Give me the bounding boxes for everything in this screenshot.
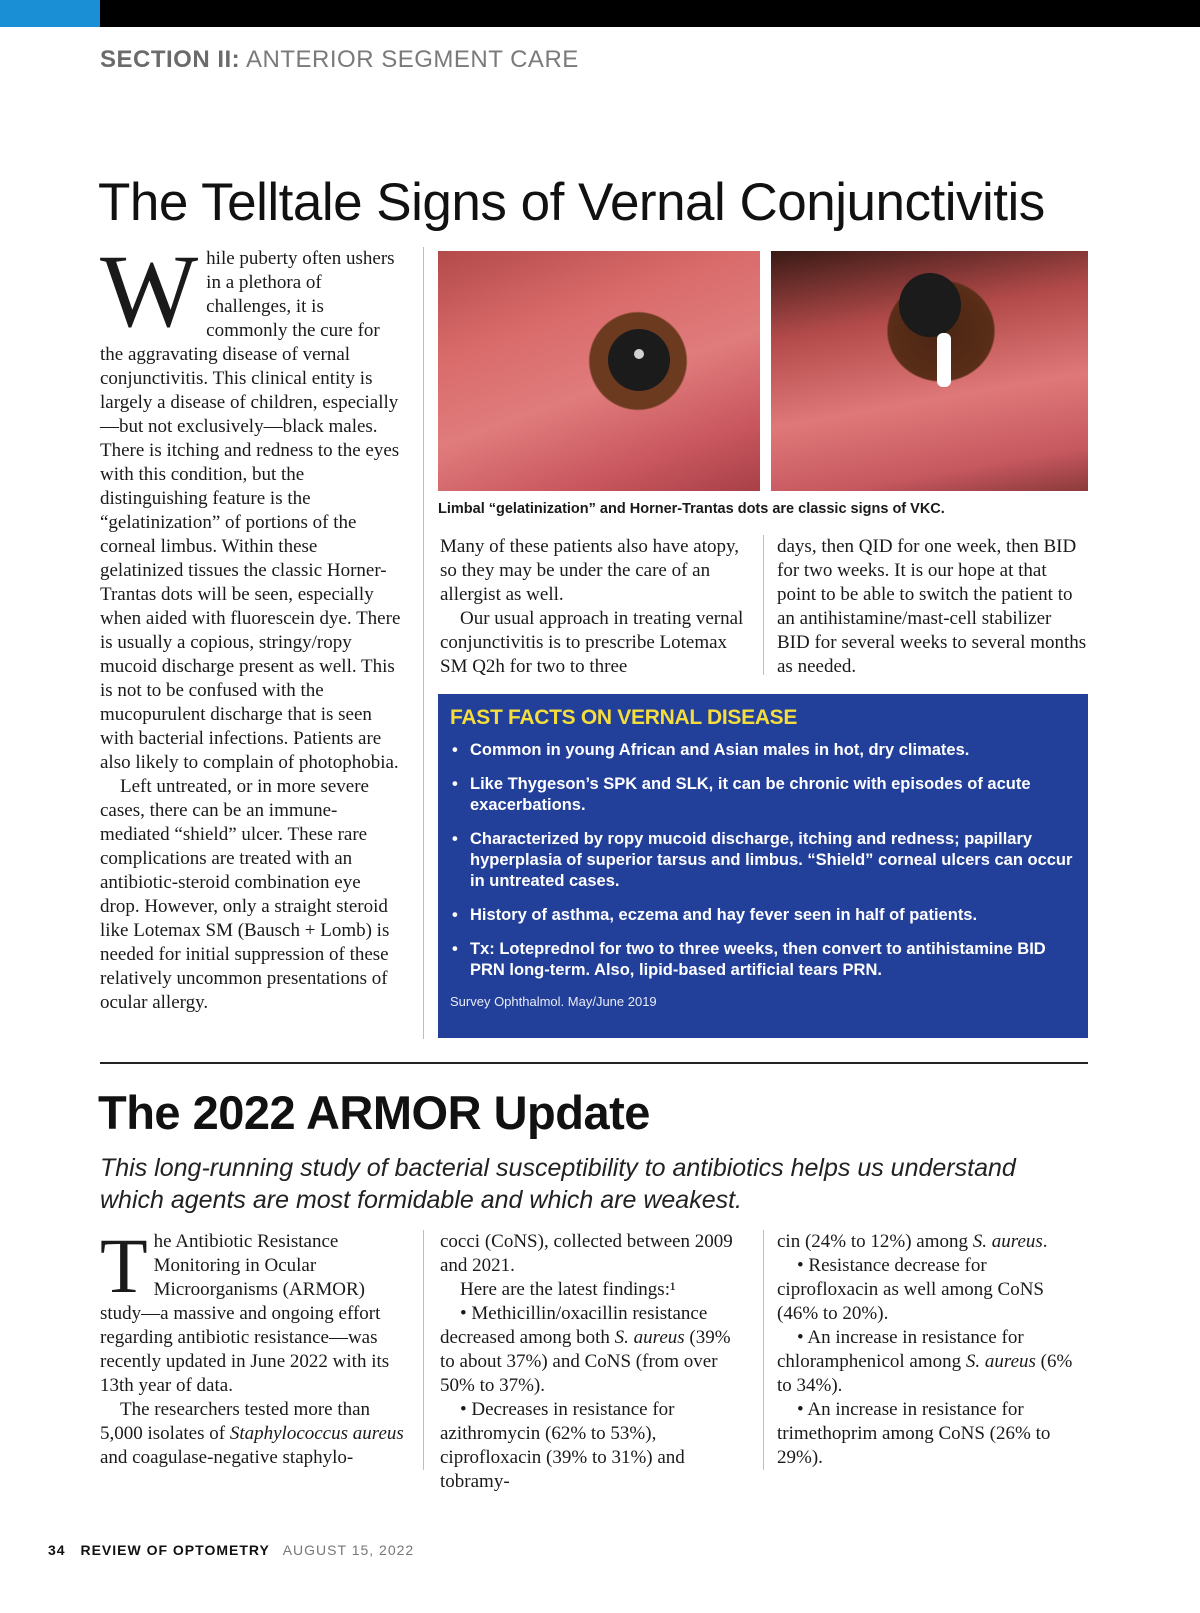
eye-photo-left [438,251,760,491]
article2-title: The 2022 ARMOR Update [98,1086,650,1139]
article2-paragraph-1: he Antibiotic Resistance Monitoring in Ocular Microorganisms (ARMOR) study—a massive and ongoing effort regarding antibiotic resistance—was recently updated in June 2022 with its 13th year of data. [100,1231,390,1396]
fast-fact-item [450,829,1074,892]
glint-left [634,349,644,359]
glint-right [937,333,951,387]
finding-item: • Resistance decrease for ciprofloxacin as well among CoNS (46% to 20%). [777,1255,1045,1324]
article1-paragraph-1: hile puberty often ushers in a plethora of challenges, it is commonly the cure for the aggravating disease of vernal conjunctivitis. This clinical entity is largely a disease of children, especially—but not exclusively—black males. There is itching and redness to the eyes with this condition, but the distinguishing feature is the “gelatinization” of portions of the corneal limbus. Within these gelatinized tissues the classic Horner-Trantas dots will be seen, especially when aided with fluorescein dye. There is usually a copious, stringy/ropy mucoid discharge present as well. This is not to be confused with the mucopurulent discharge that is seen with bacterial infections. Patients are also likely to complain of photophobia. [100,248,401,773]
fast-facts-source: Survey Ophthalmol. May/June 2019 [450,994,657,1009]
fast-facts-list [450,740,1074,981]
fast-fact-text: Like Thygeson’s SPK and SLK, it can be chronic with episodes of acute exacerbations. [470,775,1031,814]
fast-facts-title: FAST FACTS ON VERNAL DISEASE [450,706,798,729]
text-run: • An increase in resistance for chloramphenicol among [777,1327,1024,1372]
top-bar [0,0,1200,27]
species-name: S. aureus [972,1231,1043,1252]
text-run: . [1042,1231,1048,1252]
column-divider [423,247,424,1039]
finding-item [777,1326,1087,1398]
bullet-icon: • [452,741,458,759]
text-run: • Methicillin/oxacillin resistance decreased among both [440,1303,708,1348]
fast-fact-text: Tx: Loteprednol for two to three weeks, then convert to antihistamine BID PRN long-term. Also, lipid-based artificial tears PRN. [470,940,1046,979]
article1-paragraph-3: Many of these patients also have atopy, so they may be under the care of an allergist as well. [440,536,739,605]
article2-column-1 [100,1222,410,1470]
article1-title: The Telltale Signs of Vernal Conjunctivitis [98,173,1045,232]
fast-fact-text: Characterized by ropy mucoid discharge, itching and redness; papillary hyperplasia of superior tarsus and limbus. “Shield” corneal ulcers can occur in untreated cases. [470,830,1073,890]
article1-column-2 [440,535,750,679]
text-run: The researchers tested more than 5,000 isolates of [100,1399,371,1444]
fast-fact-item [450,740,1074,761]
finding-item: • Decreases in resistance for azithromycin (62% to 53%), ciprofloxacin (39% to 31%) and tobramy- [440,1399,685,1492]
article2-column-2 [440,1230,750,1494]
article2-paragraph-4: Here are the latest findings:¹ [460,1279,676,1300]
bullet-icon: • [452,775,458,793]
article2-deck: This long-running study of bacterial susceptibility to antibiotics helps us understand which agents are most formidable and which are weakest. [100,1154,1016,1214]
column-divider [763,535,764,675]
bullet-icon: • [452,906,458,924]
pupil-left [608,329,670,391]
article1-column-1 [100,234,403,1015]
text-run: cin (24% to 12%) among [777,1231,973,1252]
article1-column-3 [777,535,1087,679]
issue-date: AUGUST 15, 2022 [282,1542,415,1558]
article1-paragraph-4: Our usual approach in treating vernal conjunctivitis is to prescribe Lotemax SM Q2h for two to three [440,608,744,677]
drop-cap: T [100,1222,148,1309]
section-name: ANTERIOR SEGMENT CARE [240,46,579,73]
text-run: (39% to about 37%) and CoNS (from over 50% to 37%). [440,1327,731,1396]
fast-facts-box [438,694,1088,1038]
species-name: S. aureus [965,1351,1036,1372]
photo-caption: Limbal “gelatinization” and Horner-Trantas dots are classic signs of VKC. [438,501,945,517]
bullet-icon: • [452,940,458,958]
finding-item [777,1230,1087,1254]
article1-paragraph-2: Left untreated, or in more severe cases, there can be an immune-mediated “shield” ulcer. These rare complications are treated with an antibiotic-steroid combination eye drop. However, only a straight steroid like Lotemax SM (Bausch + Lomb) is needed for initial suppression of these relatively uncommon presentations of ocular allergy. [100,776,390,1013]
text-run: (6% to 34%). [777,1351,1073,1396]
section-header [100,46,579,74]
article2-paragraph-3: cocci (CoNS), collected between 2009 and 2021. [440,1231,733,1276]
text-run: and coagulase-negative staphylo- [100,1447,354,1468]
finding-item [440,1302,750,1398]
fast-fact-item [450,905,1074,926]
article2-paragraph-2 [100,1398,410,1470]
fast-fact-item [450,774,1074,816]
species-name: Staphylococcus aureus [229,1423,404,1444]
fast-fact-text: History of asthma, eczema and hay fever seen in half of patients. [470,906,978,924]
publication-name: REVIEW OF OPTOMETRY [80,1542,270,1558]
drop-cap: W [100,234,199,349]
fast-fact-item [450,939,1074,981]
top-bar-accent [0,0,100,27]
fast-fact-text: Common in young African and Asian males in hot, dry climates. [470,741,970,759]
species-name: S. aureus [614,1327,685,1348]
page-number: 34 [48,1542,66,1558]
eye-photo-right [771,251,1088,491]
page-footer [48,1542,414,1558]
column-divider [423,1230,424,1470]
article2-column-3 [777,1230,1087,1470]
column-divider [763,1230,764,1470]
article1-paragraph-5: days, then QID for one week, then BID for two weeks. It is our hope at that point to be able to switch the patient to an antihistamine/mast-cell stabilizer BID for several weeks to several months as needed. [777,536,1087,677]
bullet-icon: • [452,830,458,848]
pupil-right [899,273,961,337]
section-label: SECTION II: [100,46,241,73]
finding-item: • An increase in resistance for trimethoprim among CoNS (26% to 29%). [777,1399,1051,1468]
section-divider [100,1062,1088,1064]
